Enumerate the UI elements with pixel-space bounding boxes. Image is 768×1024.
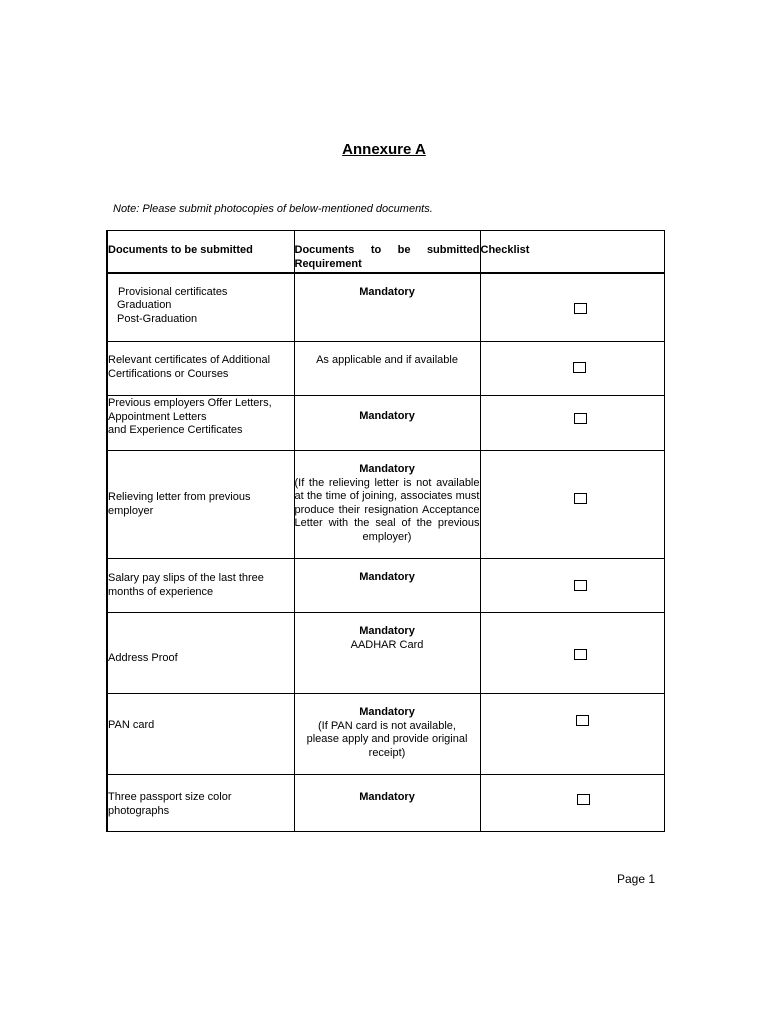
requirement-status: Mandatory: [359, 625, 415, 637]
document-line: Relevant certificates of Additional: [108, 354, 271, 366]
document-cell: [107, 273, 294, 342]
documents-table: [106, 230, 665, 832]
document-cell: [107, 342, 294, 396]
checklist-cell: [480, 342, 664, 396]
document-line: Appointment Letters: [108, 410, 207, 423]
requirement-detail: As applicable and if available: [316, 354, 458, 366]
checklist-cell: [480, 396, 664, 451]
requirement-cell: [294, 342, 480, 396]
document-line: Graduation: [117, 299, 172, 311]
requirement-status: Mandatory: [359, 285, 415, 298]
requirement-status: Mandatory: [359, 571, 415, 583]
checklist-checkbox[interactable]: [573, 362, 586, 373]
table-row: [107, 273, 664, 342]
table-row: [107, 396, 664, 451]
requirement-cell: [294, 694, 480, 775]
requirement-status: Mandatory: [359, 410, 415, 422]
table-row: [107, 694, 664, 775]
document-line: Certifications or Courses: [108, 367, 229, 380]
checklist-checkbox[interactable]: [574, 649, 587, 660]
document-cell: [107, 775, 294, 832]
header-requirement: Documents to be submitted Requirement: [294, 231, 480, 273]
document-cell: [107, 694, 294, 775]
requirement-detail: (If the relieving letter is not available at the time of joining, associates must produce their resignation Acceptance Letter with the seal of the previous employer): [294, 476, 480, 543]
requirement-detail: AADHAR Card: [350, 638, 424, 651]
document-cell: [107, 559, 294, 613]
header-checklist: Checklist: [480, 231, 664, 273]
requirement-cell: [294, 559, 480, 613]
document-line: Address Proof: [108, 652, 178, 664]
page-title: Annexure A: [342, 141, 426, 158]
document-line: Relieving letter from previous: [108, 491, 251, 503]
requirement-cell: [294, 451, 480, 559]
document-line: and Experience Certificates: [108, 424, 243, 436]
instruction-note: Note: Please submit photocopies of below-mentioned documents.: [113, 203, 433, 215]
document-cell: [107, 451, 294, 559]
document-line: Three passport size color: [108, 791, 232, 803]
requirement-cell: [294, 273, 480, 342]
checklist-cell: [480, 775, 664, 832]
checklist-cell: [480, 559, 664, 613]
checklist-checkbox[interactable]: [574, 580, 587, 591]
document-line: months of experience: [108, 585, 214, 598]
header-documents: Documents to be submitted: [107, 231, 294, 273]
checklist-checkbox[interactable]: [574, 493, 587, 504]
checklist-checkbox[interactable]: [577, 794, 590, 805]
requirement-cell: [294, 613, 480, 694]
table-row: [107, 775, 664, 832]
page-number: Page 1: [617, 872, 656, 886]
table-header-row: [107, 231, 664, 273]
checklist-cell: [480, 694, 664, 775]
document-line: employer: [108, 504, 154, 517]
document-cell: [107, 396, 294, 451]
requirement-status: Mandatory: [359, 463, 415, 475]
requirement-status: Mandatory: [359, 706, 415, 718]
table-row: [107, 342, 664, 396]
table-row: [107, 613, 664, 694]
document-line: PAN card: [108, 719, 155, 731]
checklist-checkbox[interactable]: [574, 413, 587, 424]
document-cell: [107, 613, 294, 694]
document-line: Provisional certificates: [118, 285, 228, 298]
checklist-cell: [480, 613, 664, 694]
table-row: [107, 559, 664, 613]
checklist-cell: [480, 451, 664, 559]
table-row: [107, 451, 664, 559]
checklist-checkbox[interactable]: [576, 715, 589, 726]
requirement-detail: (If PAN card is not available, please apply and provide original receipt): [306, 719, 468, 759]
document-line: Previous employers Offer Letters,: [108, 397, 272, 409]
document-line: Salary pay slips of the last three: [108, 572, 264, 584]
requirement-cell: [294, 396, 480, 451]
requirement-status: Mandatory: [359, 791, 415, 803]
checklist-checkbox[interactable]: [574, 303, 587, 314]
document-line: photographs: [108, 804, 170, 817]
checklist-cell: [480, 273, 664, 342]
requirement-cell: [294, 775, 480, 832]
document-line: Post-Graduation: [117, 312, 198, 325]
